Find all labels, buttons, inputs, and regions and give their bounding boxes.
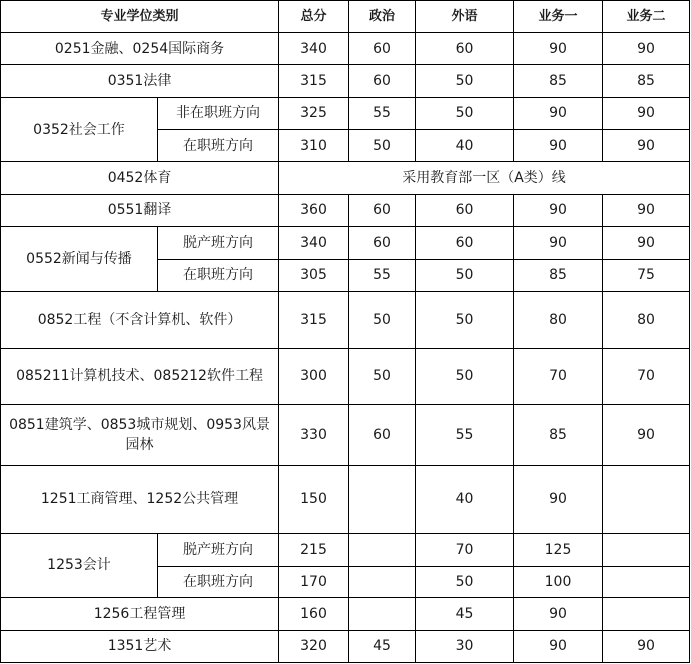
politics-cell: 60 [349,405,416,466]
language-cell: 50 [416,348,514,405]
header-total: 总分 [279,1,349,33]
subject-2-cell: 70 [603,348,690,405]
total-cell: 305 [279,259,349,291]
language-cell: 50 [416,65,514,97]
table-row [1,65,690,97]
subject-1-cell: 125 [514,533,603,566]
header-category: 专业学位类别 [1,1,279,33]
politics-cell: 45 [349,630,416,662]
table-row [1,405,690,466]
politics-cell: 60 [349,65,416,97]
subject-1-cell: 90 [514,33,603,65]
subject-2-cell: 75 [603,259,690,291]
header-subject-2: 业务二 [603,1,690,33]
subject-1-cell: 85 [514,259,603,291]
subject-1-cell: 70 [514,348,603,405]
category-cell: 0251金融、0254国际商务 [1,33,279,65]
table-row [1,194,690,226]
header-row [1,1,690,33]
total-cell: 330 [279,405,349,466]
table-row [1,533,690,566]
language-cell: 50 [416,259,514,291]
subject-2-cell: 90 [603,630,690,662]
category-cell: 0352社会工作 [1,97,158,162]
direction-cell: 在职班方向 [158,259,279,291]
total-cell: 160 [279,598,349,630]
direction-cell: 在职班方向 [158,130,279,162]
language-cell: 60 [416,33,514,65]
category-cell: 0452体育 [1,162,279,194]
subject-2-cell: 90 [603,130,690,162]
total-cell: 320 [279,630,349,662]
politics-cell: 50 [349,348,416,405]
language-cell: 60 [416,194,514,226]
table-row [1,227,690,259]
table-row [1,598,690,630]
subject-2-cell [603,566,690,597]
total-cell: 300 [279,348,349,405]
header-politics: 政治 [349,1,416,33]
subject-1-cell: 90 [514,97,603,129]
category-cell: 1256工程管理 [1,598,279,630]
subject-2-cell [603,533,690,566]
table-row [1,291,690,348]
language-cell: 70 [416,533,514,566]
category-cell: 0852工程（不含计算机、软件） [1,291,279,348]
category-cell: 0351法律 [1,65,279,97]
category-cell: 085211计算机技术、085212软件工程 [1,348,279,405]
category-cell: 0551翻译 [1,194,279,226]
subject-2-cell: 85 [603,65,690,97]
subject-1-cell: 85 [514,405,603,466]
politics-cell: 60 [349,227,416,259]
politics-cell: 50 [349,130,416,162]
total-cell: 325 [279,97,349,129]
subject-1-cell: 100 [514,566,603,597]
language-cell: 40 [416,130,514,162]
language-cell: 55 [416,405,514,466]
politics-cell [349,465,416,533]
politics-cell: 50 [349,291,416,348]
politics-cell: 60 [349,194,416,226]
subject-1-cell: 80 [514,291,603,348]
politics-cell [349,566,416,597]
subject-2-cell [603,465,690,533]
total-cell: 215 [279,533,349,566]
subject-2-cell: 90 [603,227,690,259]
total-cell: 170 [279,566,349,597]
table-row [1,630,690,662]
category-cell: 1253会计 [1,533,158,598]
language-cell: 45 [416,598,514,630]
subject-2-cell [603,598,690,630]
subject-1-cell: 90 [514,130,603,162]
subject-1-cell: 90 [514,194,603,226]
subject-2-cell: 90 [603,405,690,466]
politics-cell [349,598,416,630]
language-cell: 50 [416,566,514,597]
category-cell: 1251工商管理、1252公共管理 [1,465,279,533]
subject-1-cell: 90 [514,598,603,630]
language-cell: 50 [416,291,514,348]
politics-cell: 55 [349,97,416,129]
language-cell: 30 [416,630,514,662]
subject-1-cell: 90 [514,465,603,533]
subject-2-cell: 90 [603,97,690,129]
direction-cell: 非在职班方向 [158,97,279,129]
language-cell: 40 [416,465,514,533]
total-cell: 315 [279,65,349,97]
table-row [1,97,690,129]
category-cell: 0552新闻与传播 [1,227,158,292]
total-cell: 360 [279,194,349,226]
subject-2-cell: 90 [603,194,690,226]
language-cell: 60 [416,227,514,259]
note-cell: 采用教育部一区（A类）线 [279,162,690,194]
subject-1-cell: 85 [514,65,603,97]
total-cell: 150 [279,465,349,533]
direction-cell: 脱产班方向 [158,227,279,259]
subject-2-cell: 90 [603,33,690,65]
category-cell: 0851建筑学、0853城市规划、0953风景园林 [1,405,279,466]
header-subject-1: 业务一 [514,1,603,33]
politics-cell [349,533,416,566]
language-cell: 50 [416,97,514,129]
politics-cell: 55 [349,259,416,291]
total-cell: 340 [279,33,349,65]
table-row [1,465,690,533]
subject-2-cell: 80 [603,291,690,348]
total-cell: 315 [279,291,349,348]
subject-1-cell: 90 [514,630,603,662]
category-cell: 1351艺术 [1,630,279,662]
header-language: 外语 [416,1,514,33]
total-cell: 310 [279,130,349,162]
subject-1-cell: 90 [514,227,603,259]
total-cell: 340 [279,227,349,259]
table-row [1,33,690,65]
table-row [1,162,690,194]
politics-cell: 60 [349,33,416,65]
direction-cell: 在职班方向 [158,566,279,597]
table-row [1,348,690,405]
direction-cell: 脱产班方向 [158,533,279,566]
